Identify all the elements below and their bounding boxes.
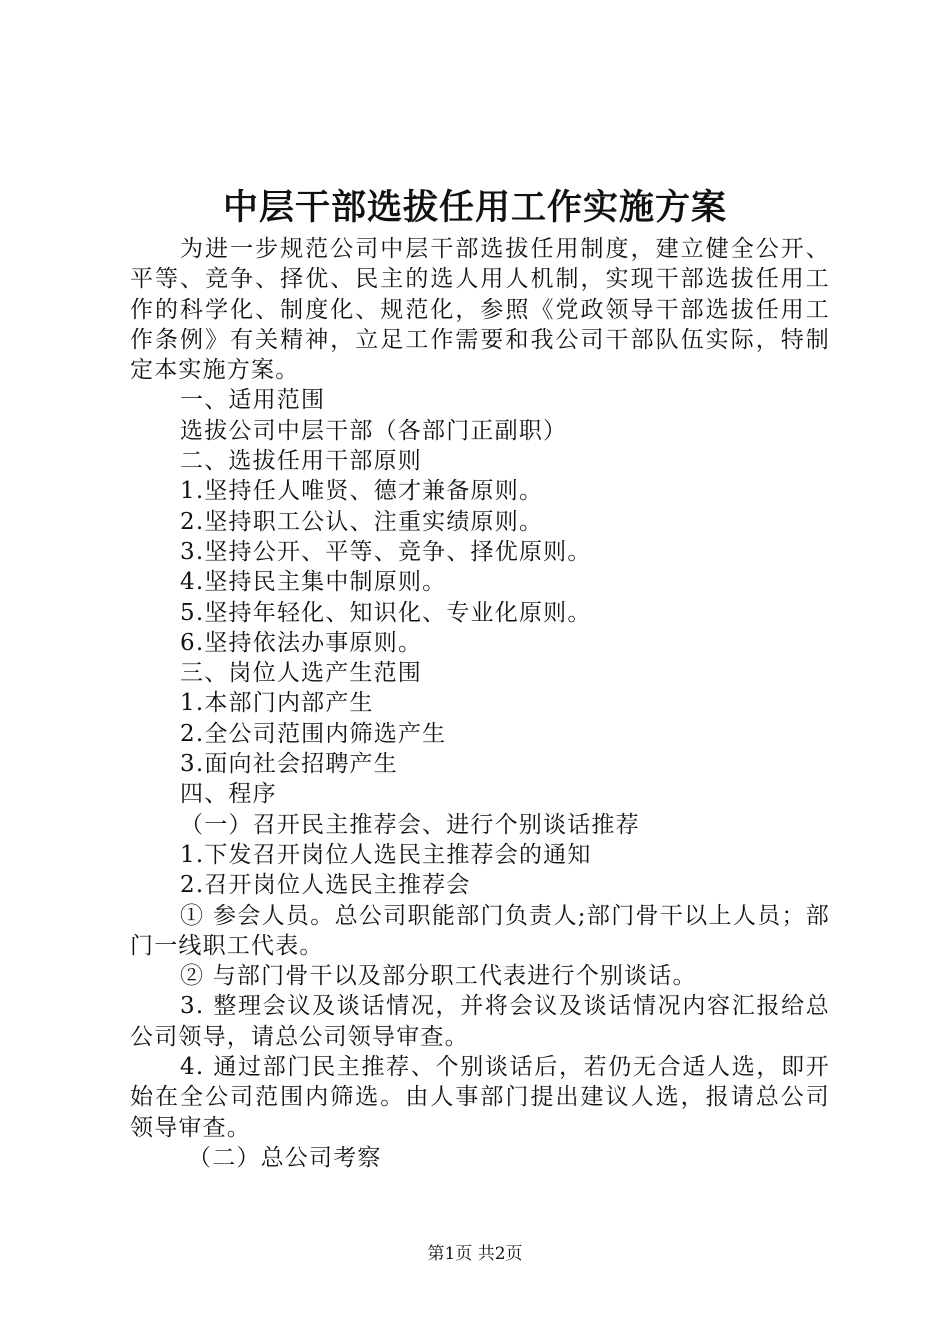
list-item: ② 与部门骨干以及部分职工代表进行个别谈话。 xyxy=(180,963,697,990)
subsection-heading: （一）召开民主推荐会、进行个别谈话推荐 xyxy=(180,811,640,838)
list-item: 2.全公司范围内筛选产生 xyxy=(180,720,447,747)
list-item: 1.本部门内部产生 xyxy=(180,690,374,717)
section-heading: 二、选拔任用干部原则 xyxy=(180,448,422,475)
list-item: 1.下发召开岗位人选民主推荐会的通知 xyxy=(180,841,592,868)
list-item: 4. 通过部门民主推荐、个别谈话后，若仍无合适人选，即开始在全公司范围内筛选。由人事部门提出建议人选，报请总公司领导审查。 xyxy=(130,1054,830,1141)
subsection-heading: （二）总公司考察 xyxy=(188,1144,382,1171)
list-item: 3.坚持公开、平等、竞争、择优原则。 xyxy=(180,538,592,565)
list-item: 4.坚持民主集中制原则。 xyxy=(180,569,447,596)
list-item: 3.面向社会招聘产生 xyxy=(180,751,398,778)
list-item: 3. 整理会议及谈话情况，并将会议及谈话情况内容汇报给总公司领导，请总公司领导审查。 xyxy=(130,993,830,1050)
list-item: 2.坚持职工公认、注重实绩原则。 xyxy=(180,508,544,535)
section-heading: 三、岗位人选产生范围 xyxy=(180,660,422,687)
document-title: 中层干部选拔任用工作实施方案 xyxy=(222,187,727,228)
section-heading: 一、适用范围 xyxy=(180,387,326,414)
list-item: ① 参会人员。总公司职能部门负责人;部门骨干以上人员；部门一线职工代表。 xyxy=(130,902,830,959)
list-item: 2.召开岗位人选民主推荐会 xyxy=(180,872,471,899)
list-item: 1.坚持任人唯贤、德才兼备原则。 xyxy=(180,478,544,505)
list-item: 6.坚持依法办事原则。 xyxy=(180,629,423,656)
section-heading: 四、程序 xyxy=(180,781,277,808)
list-item: 5.坚持年轻化、知识化、专业化原则。 xyxy=(180,599,592,626)
page-footer: 第1页 共2页 xyxy=(427,1244,523,1264)
paragraph: 选拔公司中层干部（各部门正副职） xyxy=(180,417,568,444)
intro-paragraph: 为进一步规范公司中层干部选拔任用制度，建立健全公开、平等、竞争、择优、民主的选人用人机制，实现干部选拔任用工作的科学化、制度化、规范化，参照《党政领导干部选拔任用工作条例》有关精神，立足工作需要和我公司干部队伍实际，特制定本实施方案。 xyxy=(130,236,830,384)
document-body xyxy=(130,234,830,1173)
